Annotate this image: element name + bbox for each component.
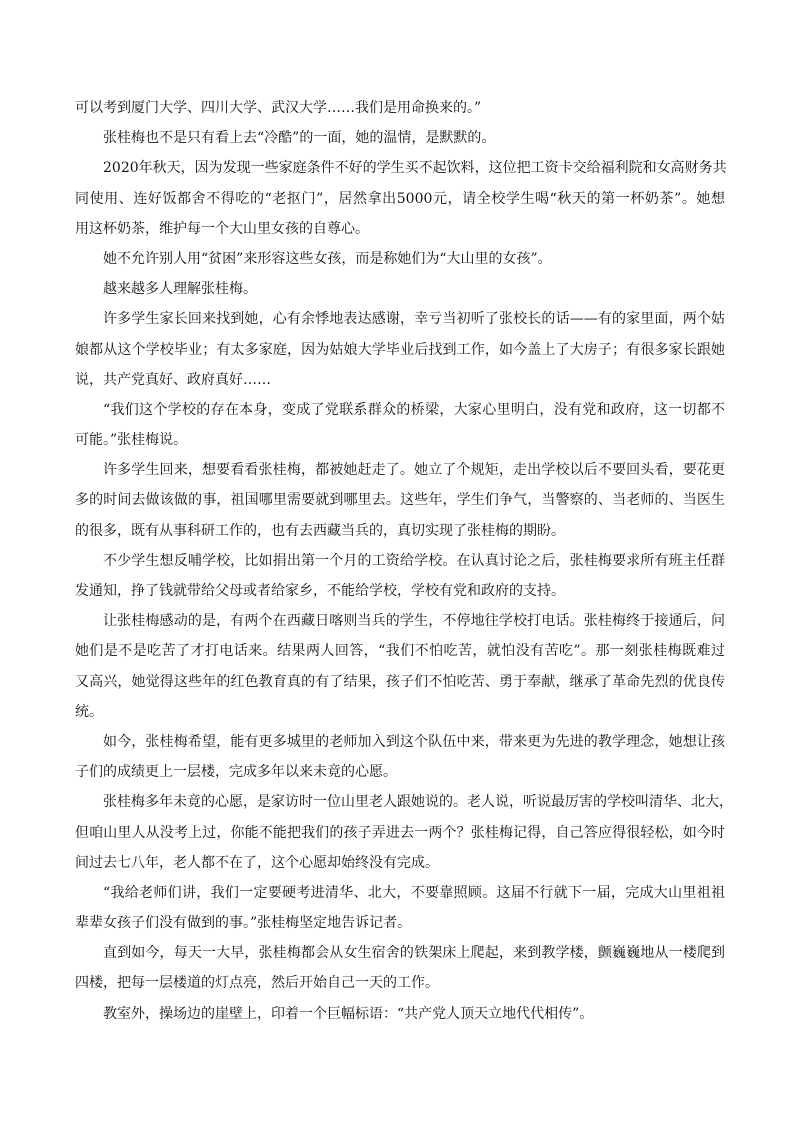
text-line: 但咱山里人从没考上过，你能不能把我们的孩子弄进去一两个？张桂梅记得，自己答应得很轻松，如今时 [75,824,725,841]
text-line: 又高兴，她觉得这些年的红色教育真的有了结果，孩子们不怕吃苦、勇于奉献，继承了革命先烈的优良传 [75,673,725,690]
text-line: 的很多，既有从事科研工作的，也有去西藏当兵的，真切实现了张桂梅的期盼。 [75,522,565,539]
text-line: 辈辈女孩子们没有做到的事。”张桂梅坚定地告诉记者。 [75,915,412,932]
text-line: “我给老师们讲，我们一定要硬考进清华、北大，不要靠照顾。这届不行就下一届，完成大山里祖祖 [103,884,725,901]
paragraph [75,395,725,455]
text-line: 让张桂梅感动的是，有两个在西藏日喀则当兵的学生，不停地往学校打电话。张桂梅终于接通后，问 [103,613,725,630]
paragraph [75,727,725,787]
paragraph [75,244,725,274]
text-line: 教室外，操场边的崖壁上，印着一个巨幅标语：“共产党人顶天立地代代相传”。 [103,1005,594,1022]
text-line: 张桂梅多年未竟的心愿，是家访时一位山里老人跟她说的。老人说，听说最厉害的学校叫清华、北大， [103,794,733,811]
text-line: 许多学生回来，想要看看张桂梅，都被她赶走了。她立了个规矩，走出学校以后不要回头看，要花更 [103,462,725,479]
text-line: 2020年秋天，因为发现一些家庭条件不好的学生买不起饮料，这位把工资卡交给福利院和女高财务共 [103,160,727,177]
text-line: 子们的成绩更上一层楼，完成多年以来未竟的心愿。 [75,764,397,781]
text-line: 说，共产党真好、政府真好…… [75,371,271,388]
text-line: 越来越多人理解张桂梅。 [103,281,257,298]
text-line: 统。 [75,703,103,720]
text-line: 同使用、连好饭都舍不得吃的“老抠门”，居然拿出5000元，请全校学生喝“秋天的第一杯奶茶”。她想 [75,190,725,207]
text-line: 张桂梅也不是只有看上去“冷酷”的一面，她的温情，是默默的。 [103,130,496,147]
paragraph [75,153,725,244]
text-line: 用这杯奶茶，维护每一个大山里女孩的自尊心。 [75,220,369,237]
text-line: “我们这个学校的存在本身，变成了党联系群众的桥梁，大家心里明白，没有党和政府，这一切都不 [103,401,725,418]
paragraph [75,606,725,727]
text-line: 许多学生家长回来找到她，心有余悸地表达感谢，幸亏当初听了张校长的话——有的家里面，两个姑 [103,311,725,328]
paragraph [75,93,725,123]
text-line: 娘都从这个学校毕业；有太多家庭，因为姑娘大学毕业后找到工作，如今盖上了大房子；有很多家长跟她 [75,341,725,358]
document-page [75,93,733,1029]
text-line: 四楼，把每一层楼道的灯点亮，然后开始自己一天的工作。 [75,975,439,992]
paragraph [75,546,725,606]
text-line: 可能。”张桂梅说。 [75,432,188,449]
text-line: 如今，张桂梅希望，能有更多城里的老师加入到这个队伍中来，带来更为先进的教学理念，她想让孩 [103,733,725,750]
text-line: 多的时间去做该做的事，祖国哪里需要就到哪里去。这些年，学生们争气，当警察的、当老师的、当医生 [75,492,725,509]
text-line: 可以考到厦门大学、四川大学、武汉大学……我们是用命换来的。” [75,100,482,116]
paragraph [75,304,725,395]
text-line: 发通知，挣了钱就带给父母或者给家乡，不能给学校，学校有党和政府的支持。 [75,583,565,599]
text-line: 不少学生想反哺学校，比如捐出第一个月的工资给学校。在认真讨论之后，张桂梅要求所有班主任群 [103,552,725,569]
paragraph [75,999,725,1029]
paragraph [75,878,725,938]
text-line: 间过去七八年，老人都不在了，这个心愿却始终没有完成。 [75,854,439,871]
paragraph [75,123,725,153]
paragraph [75,938,725,998]
text-line: 她们是不是吃苦了才打电话来。结果两人回答，“我们不怕吃苦，就怕没有苦吃”。那一刻张桂梅既难过 [75,643,725,660]
paragraph [75,787,733,878]
paragraph [75,274,725,304]
text-line: 直到如今，每天一大早，张桂梅都会从女生宿舍的铁架床上爬起，来到教学楼，颤巍巍地从一楼爬到 [103,945,725,962]
text-line: 她不允许别人用“贫困”来形容这些女孩，而是称她们为“大山里的女孩”。 [103,250,552,267]
paragraph [75,455,725,546]
